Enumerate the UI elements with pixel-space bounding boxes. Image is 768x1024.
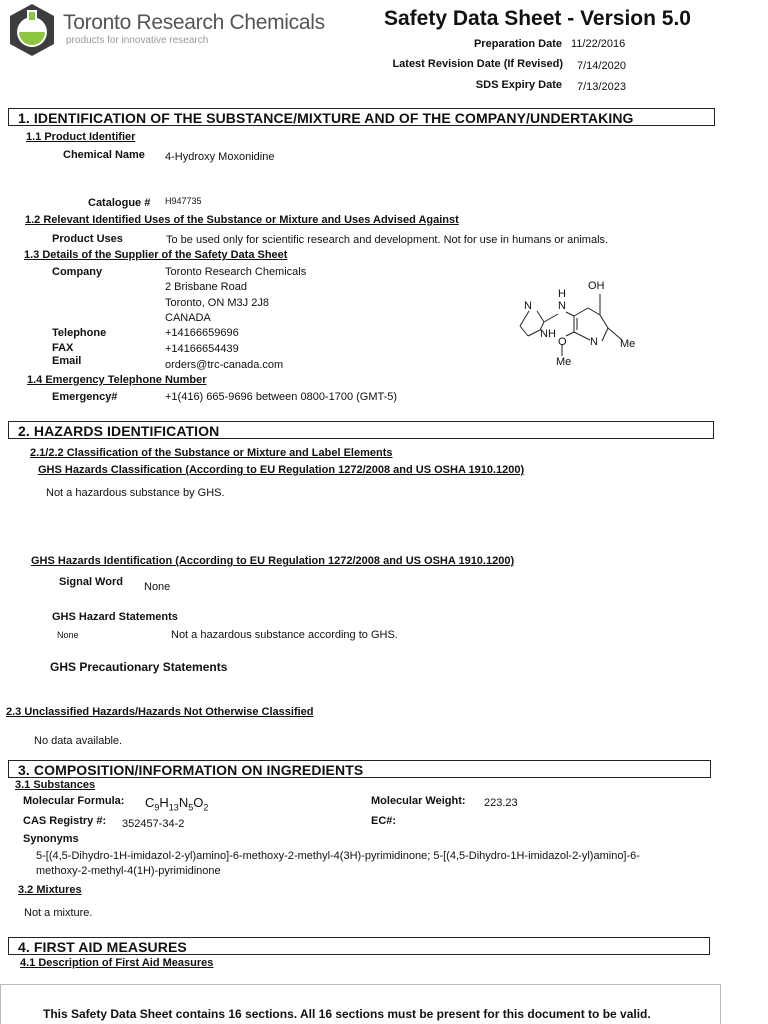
structure-label-me2: Me (556, 356, 572, 368)
weight-label: Molecular Weight: (371, 795, 466, 807)
synonyms-line-2: methoxy-2-methyl-4(1H)-pyrimidinone (36, 865, 221, 877)
formula-h-count: 13 (168, 802, 179, 813)
email-label: Email (52, 355, 82, 367)
substances-heading: 3.1 Substances (15, 779, 96, 791)
structure-label-h: H (558, 288, 566, 300)
supplier-heading: 1.3 Details of the Supplier of the Safety Data Sheet (24, 249, 288, 261)
hazard-text: Not a hazardous substance according to GHS. (171, 629, 398, 641)
product-identifier-heading: 1.1 Product Identifier (26, 131, 136, 143)
preparation-date: 11/22/2016 (571, 38, 626, 50)
telephone: +14166659696 (165, 327, 239, 339)
section-3-header (8, 760, 711, 778)
unclassified-heading: 2.3 Unclassified Hazards/Hazards Not Otherwise Classified (6, 706, 314, 718)
ghs-classification-text: Not a hazardous substance by GHS. (46, 487, 225, 499)
company-line-4: CANADA (165, 312, 211, 324)
cas-label: CAS Registry #: (23, 815, 107, 827)
section-4-header (8, 937, 710, 955)
product-uses-label: Product Uses (52, 233, 123, 245)
formula-n-count: 5 (188, 802, 194, 813)
uses-heading: 1.2 Relevant Identified Uses of the Substance or Mixture and Uses Advised Against (25, 214, 459, 226)
structure-label-n2: N (558, 300, 566, 312)
preparation-date-label: Preparation Date (473, 38, 562, 50)
footer-text: This Safety Data Sheet contains 16 sections. All 16 sections must be present for this document to be valid. (43, 1007, 651, 1021)
classification-heading: 2.1/2.2 Classification of the Substance or Mixture and Label Elements (30, 447, 393, 459)
synonyms-label: Synonyms (23, 833, 79, 845)
company-label: Company (52, 266, 103, 278)
company-line-1: Toronto Research Chemicals (165, 266, 307, 278)
company-line-2: 2 Brisbane Road (165, 281, 247, 293)
chemical-name-label: Chemical Name (63, 149, 145, 161)
section-3-title: 3. COMPOSITION/INFORMATION ON INGREDIENTS (18, 762, 364, 778)
company-name: Toronto Research Chemicals (63, 11, 325, 34)
company-line-3: Toronto, ON M3J 2J8 (165, 297, 269, 309)
signal-word: None (144, 581, 171, 593)
catalogue-label: Catalogue # (88, 197, 151, 209)
catalogue-number: H947735 (165, 196, 202, 206)
emergency-number: +1(416) 665-9696 between 0800-1700 (GMT-5) (165, 391, 398, 403)
hazard-code: None (57, 630, 79, 640)
section-1-title: 1. IDENTIFICATION OF THE SUBSTANCE/MIXTURE AND OF THE COMPANY/UNDERTAKING (18, 110, 634, 126)
revision-date: 7/14/2020 (577, 60, 626, 72)
section-2-title: 2. HAZARDS IDENTIFICATION (18, 423, 220, 439)
structure-label-n1: N (524, 300, 532, 312)
formula-c: C (145, 795, 155, 810)
formula-h: H (159, 795, 169, 810)
company-logo (6, 2, 58, 58)
document-title: Safety Data Sheet - Version 5.0 (384, 7, 691, 30)
formula-c-count: 9 (154, 802, 160, 813)
product-uses: To be used only for scientific research and development. Not for use in humans or animals. (166, 234, 609, 246)
molecular-formula (145, 795, 208, 813)
chemical-name: 4-Hydroxy Moxonidine (165, 151, 275, 163)
structure-diagram (510, 278, 650, 370)
emergency-heading: 1.4 Emergency Telephone Number (27, 374, 207, 386)
section-4-title: 4. FIRST AID MEASURES (18, 939, 187, 955)
formula-o-count: 2 (203, 802, 209, 813)
formula-label: Molecular Formula: (23, 795, 125, 807)
emergency-label: Emergency# (52, 391, 118, 403)
company-tagline: products for innovative research (66, 35, 209, 46)
email-link[interactable]: orders@trc-canada.com (165, 359, 284, 371)
first-aid-heading: 4.1 Description of First Aid Measures (20, 957, 214, 969)
structure-label-n3: N (590, 336, 598, 348)
expiry-date-label: SDS Expiry Date (475, 79, 562, 91)
structure-label-nh: NH (540, 328, 556, 340)
molecular-weight: 223.23 (484, 797, 518, 809)
footer-box (0, 984, 721, 1024)
structure-label-oh: OH (588, 280, 605, 292)
revision-date-label: Latest Revision Date (If Revised) (392, 58, 563, 70)
cas-number: 352457-34-2 (122, 818, 185, 830)
formula-o: O (193, 795, 204, 810)
ghs-classification-heading: GHS Hazards Classification (According to EU Regulation 1272/2008 and US OSHA 1910.1200) (38, 464, 525, 476)
precautionary-label: GHS Precautionary Statements (50, 660, 228, 674)
ec-label: EC#: (371, 815, 397, 827)
mixtures-text: Not a mixture. (24, 907, 93, 919)
mixtures-heading: 3.2 Mixtures (18, 884, 82, 896)
structure-label-o: O (558, 336, 567, 348)
chemical-structure (510, 278, 650, 370)
hazard-statements-label: GHS Hazard Statements (52, 611, 178, 623)
fax-label: FAX (52, 342, 74, 354)
ghs-identification-heading: GHS Hazards Identification (According to EU Regulation 1272/2008 and US OSHA 1910.1200) (31, 555, 515, 567)
synonyms-line-1: 5-[(4,5-Dihydro-1H-imidazol-2-yl)amino]-6-methoxy-2-methyl-4(3H)-pyrimidinone; 5-[(4,5-Dihydro-1H-imidazol-2-yl)amino]-6- (36, 850, 640, 862)
unclassified-text: No data available. (34, 735, 123, 747)
signal-word-label: Signal Word (59, 576, 123, 588)
telephone-label: Telephone (52, 327, 107, 339)
formula-n: N (178, 795, 189, 810)
structure-label-me1: Me (620, 338, 636, 350)
section-2-header (8, 421, 714, 439)
flask-logo-icon (6, 2, 58, 58)
fax: +14166654439 (165, 343, 239, 355)
section-1-header (8, 108, 715, 126)
expiry-date: 7/13/2023 (577, 81, 626, 93)
